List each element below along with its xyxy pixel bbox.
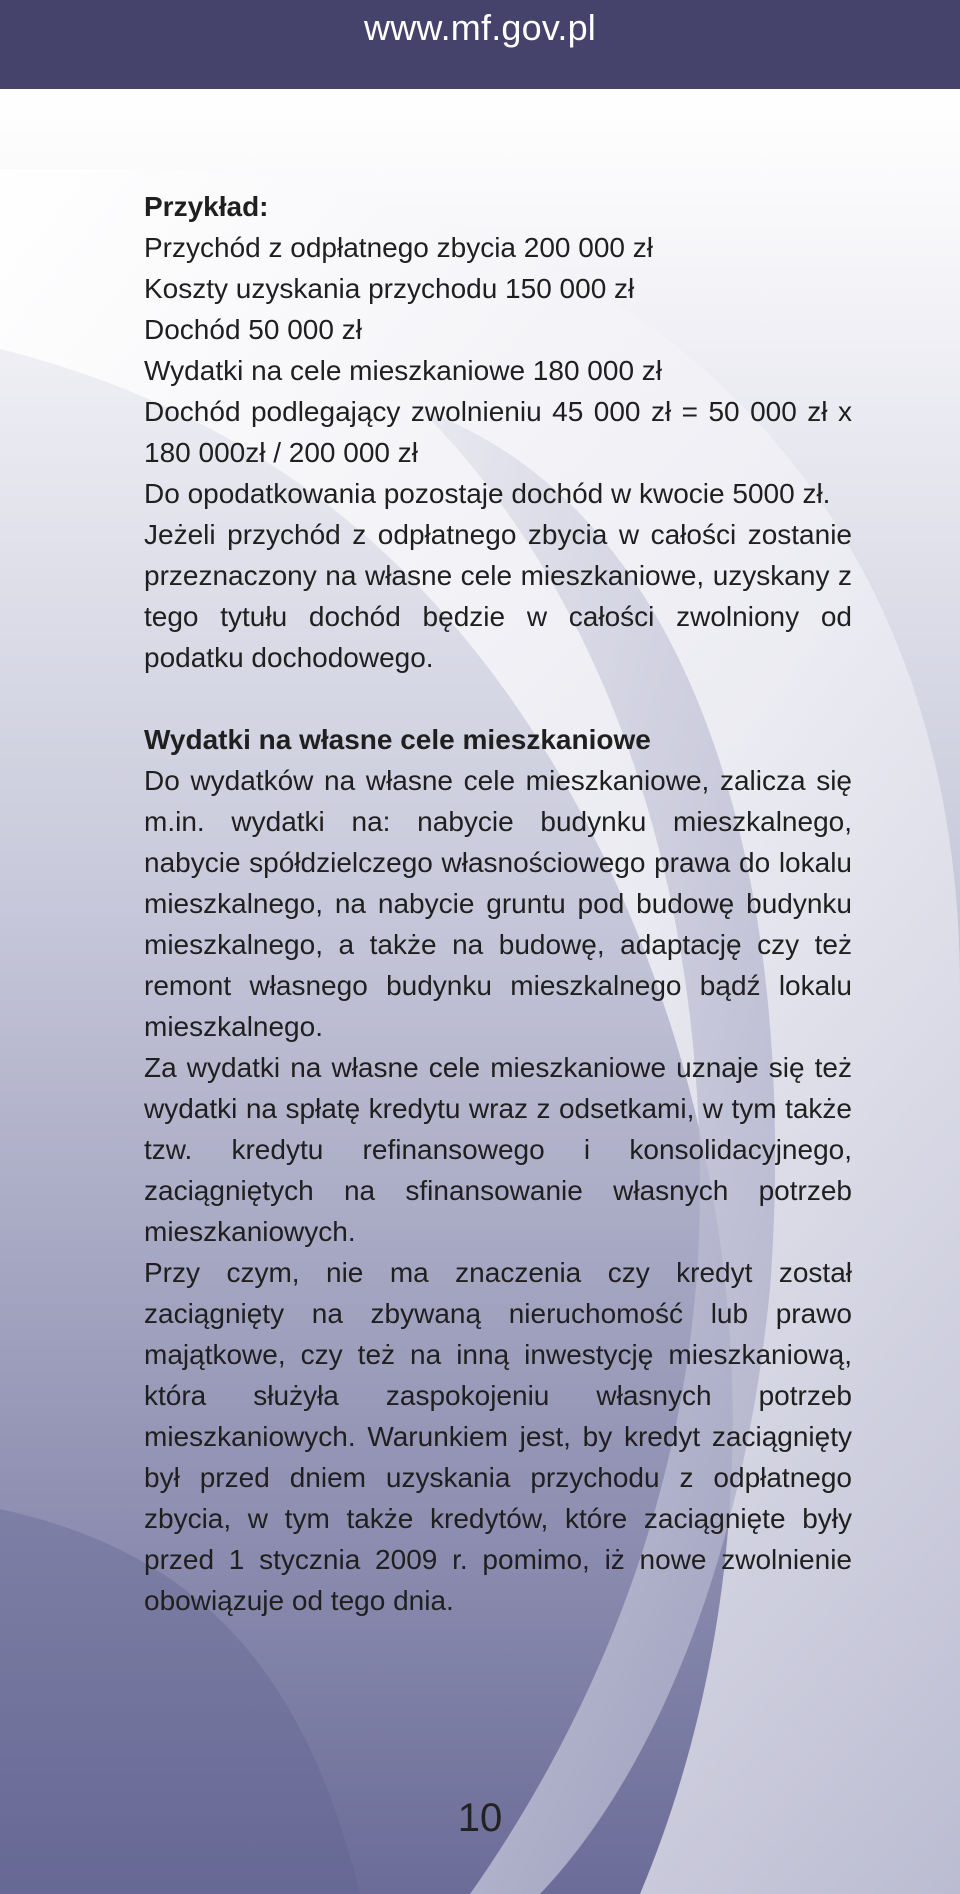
header-bar <box>0 0 960 89</box>
page-number: 10 <box>457 1796 503 1840</box>
example-line-expenses: Wydatki na cele mieszkaniowe 180 000 zł <box>144 355 663 386</box>
section-spacer <box>144 678 852 719</box>
example-line-costs: Koszty uzyskania przychodu 150 000 zł <box>144 273 635 304</box>
site-url: www.mf.gov.pl <box>364 7 596 48</box>
section-paragraph-1: Do wydatków na własne cele mieszkaniowe, zalicza się m.in. wydatki na: nabycie budynku mieszkalnego, nabycie spółdzielczego własnościowego prawa do lokalu mieszkalnego, na nabycie gruntu pod budowę budynku mieszkalnego, a także na budowę, adaptację czy też remont własnego budynku mieszkalnego bądź lokalu mieszkalnego. <box>144 765 852 1042</box>
example-line-revenue: Przychód z odpłatnego zbycia 200 000 zł <box>144 232 653 263</box>
main-content <box>144 186 852 1621</box>
example-line-exempt-income: Dochód podlegający zwolnieniu 45 000 zł = 50 000 zł x 180 000zł / 200 000 zł <box>144 396 852 468</box>
section-paragraph-3: Przy czym, nie ma znaczenia czy kredyt został zaciągnięty na zbywaną nieruchomość lub prawo majątkowe, czy też na inną inwestycję mieszkaniową, która służyła zaspokojeniu własnych potrzeb mieszkaniowych. Warunkiem jest, by kredyt zaciągnięty był przed dniem uzyskania przychodu z odpłatnego zbycia, w tym także kredytów, które zaciągnięte były przed 1 stycznia 2009 r. pomimo, iż nowe zwolnienie obowiązuje od tego dnia. <box>144 1257 852 1616</box>
example-title: Przykład: <box>144 191 269 222</box>
example-note: Jeżeli przychód z odpłatnego zbycia w całości zostanie przeznaczony na własne cele mieszkaniowe, uzyskany z tego tytułu dochód będzie w całości zwolniony od podatku dochodowego. <box>144 519 852 673</box>
section-paragraph-2: Za wydatki na własne cele mieszkaniowe uznaje się też wydatki na spłatę kredytu wraz z odsetkami, w tym także tzw. kredytu refinansowego i konsolidacyjnego, zaciągniętych na sfinansowanie własnych potrzeb mieszkaniowych. <box>144 1052 852 1247</box>
example-line-income: Dochód 50 000 zł <box>144 314 362 345</box>
section-title: Wydatki na własne cele mieszkaniowe <box>144 724 651 755</box>
example-line-taxable: Do opodatkowania pozostaje dochód w kwocie 5000 zł. <box>144 478 831 509</box>
